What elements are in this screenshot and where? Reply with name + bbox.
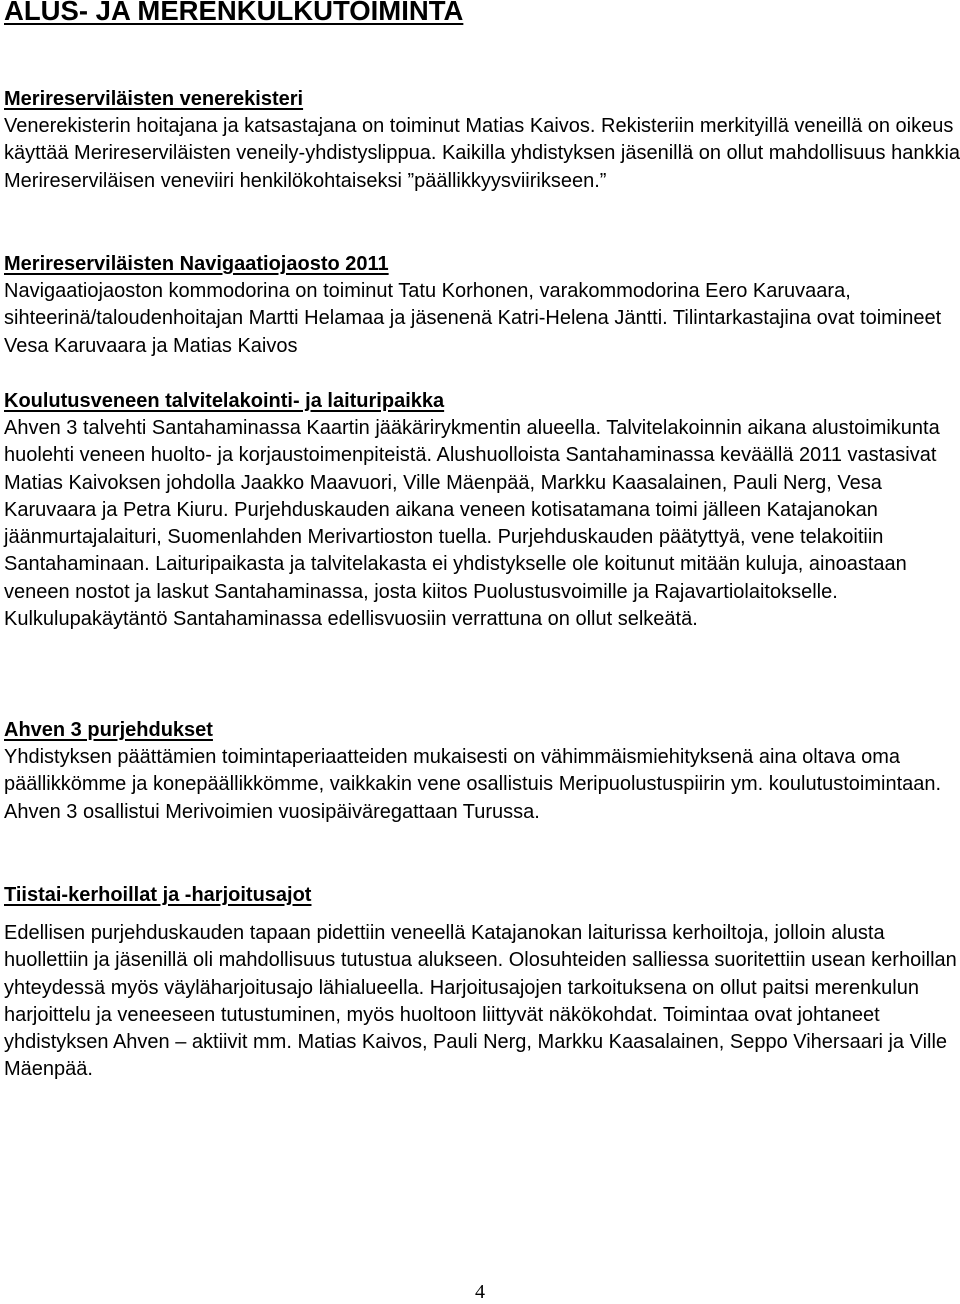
section-heading: Merireserviläisten venerekisteri <box>4 88 304 110</box>
page-title: ALUS- JA MERENKULKUTOIMINTA <box>4 0 464 26</box>
section-body: Navigaatiojaoston kommodorina on toiminut Tatu Korhonen, varakommodorina Eero Karuvaara, sihteerinä/taloudenhoitajan Martti Helamaa ja jäsenenä Katri-Helena Jäntti. Tilintarkastajina ovat toimineet Vesa Karuvaara ja Matias Kaivos <box>4 280 942 357</box>
section-venerekisteri <box>4 86 960 195</box>
section-talvitelakointi <box>4 388 960 633</box>
section-purjehdukset <box>4 717 960 826</box>
section-heading: Ahven 3 purjehdukset <box>4 719 213 741</box>
section-body: Yhdistyksen päättämien toimintaperiaatteiden mukaisesti on vähimmäismiehityksenä aina oltava oma päällikkömme ja konepäällikkömme, vaikkakin vene osallistuis Meripuolustuspiirin ym. koulutustoimintaan. Ahven 3 osallistui Merivoimien vuosipäiväregattaan Turussa. <box>4 746 942 823</box>
section-heading: Tiistai-kerhoillat ja -harjoitusajot <box>4 884 312 906</box>
section-kerhoillat <box>4 882 960 1084</box>
section-body: Venerekisterin hoitajana ja katsastajana on toiminut Matias Kaivos. Rekisteriin merkityillä veneillä on oikeus käyttää Merireserviläisten veneily-yhdistyslippua. Kaikilla yhdistyksen jäsenillä on ollut mahdollisuus hankkia Merireserviläisen veneviiri henkilökohtaiseksi ”päällikkyysviirikseen.” <box>4 115 960 192</box>
page-number: 4 <box>475 1281 485 1303</box>
section-body: Ahven 3 talvehti Santahaminassa Kaartin jääkärirykmentin alueella. Talvitelakoinnin aikana alustoimikunta huolehti veneen huolto- ja korjaustoimenpiteistä. Alushuolloista Santahaminassa keväällä 2011 vastasivat Matias Kaivoksen johdolla Jaakko Maavuori, Ville Mäenpää, Markku Kaasalainen, Pauli Nerg, Vesa Karuvaara ja Petra Kiuru. Purjehduskauden aikana veneen kotisatamana toimi jälleen Katajanokan jäänmurtajalaituri, Suomenlahden Merivartioston tuella. Purjehduskauden päätyttyä, vene telakoitiin Santahaminaan. Laituripaikasta ja talvitelakasta ei yhdistykselle ole koitunut mitään kuluja, ainoastaan veneen nostot ja laskut Santahaminassa, josta kiitos Puolustusvoimille ja Rajavartiolaitokselle. Kulkulupakäytäntö Santahaminassa edellisvuosiin verrattuna on ollut selkeätä. <box>4 417 940 631</box>
section-body: Edellisen purjehduskauden tapaan pidettiin veneellä Katajanokan laiturissa kerhoiltoja, jolloin alusta huollettiin ja jäsenillä oli mahdollisuus tutustua alukseen. Olosuhteiden salliessa suoritettiin usean kerhoillan yhteydessä myös väyläharjoitusajo lähialueella. Harjoitusajojen tarkoituksena on ollut paitsi merenkulun harjoittelu ja veneeseen tutustuminen, myös huoltoon liittyvät näkökohdat. Toimintaa ovat johtaneet yhdistyksen Ahven – aktiivit mm. Matias Kaivos, Pauli Nerg, Markku Kaasalainen, Seppo Vihersaari ja Ville Mäenpää. <box>4 922 957 1081</box>
section-heading: Koulutusveneen talvitelakointi- ja laituripaikka <box>4 390 445 412</box>
section-navigaatiojaosto <box>4 251 960 360</box>
section-heading: Merireserviläisten Navigaatiojaosto 2011 <box>4 253 389 275</box>
